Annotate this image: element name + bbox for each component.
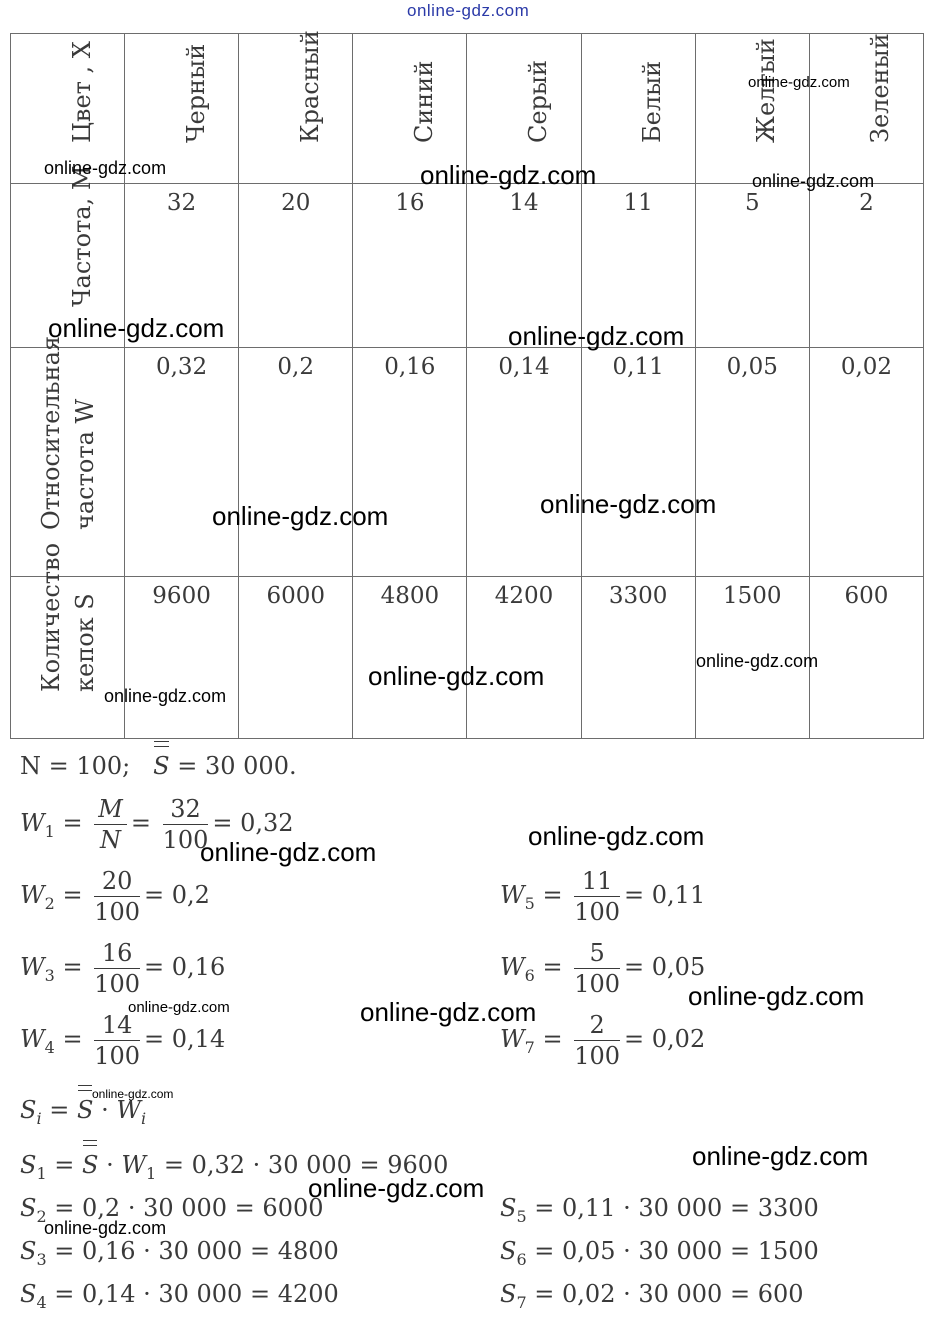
w6-equation: $W_6$ = $\frac{5}{100}$ = 0,05 — [500, 939, 706, 998]
s7-equation: $S_7 = 0,02 \cdot 30$ 000 = 600 — [500, 1280, 804, 1312]
watermark: online-gdz.com — [48, 313, 225, 343]
watermark-top: online-gdz.com — [407, 1, 530, 20]
watermark: online-gdz.com — [368, 661, 545, 691]
given-n: N = 100; — [20, 752, 131, 780]
w1-equation: $W_1$ = $\frac{M}{N}$ = $\frac{32}{100}$ = 0,32 — [20, 795, 294, 854]
s2-equation: $S_2 = 0,2 \cdot 30$ 000 = 6000 — [20, 1194, 324, 1226]
fraction: $\frac{32}{100}$ — [162, 795, 209, 854]
fraction: $\frac{20}{100}$ — [94, 867, 141, 926]
relative-cell: 0,11 — [581, 348, 695, 577]
fraction: $\frac{14}{100}$ — [94, 1011, 141, 1070]
watermark: online-gdz.com — [212, 501, 389, 531]
header-color: Цвет , X — [11, 34, 125, 184]
relative-cell: 0,2 — [239, 348, 353, 577]
relative-cell: 0,32 — [125, 348, 239, 577]
s3-equation: $S_3 = 0,16 \cdot 30$ 000 = 4800 — [20, 1237, 339, 1269]
watermark: online-gdz.com — [128, 999, 230, 1016]
watermark: online-gdz.com — [104, 686, 227, 706]
color-cell: Белый — [581, 34, 695, 184]
given-s: = 30 000. — [177, 752, 297, 780]
watermark: online-gdz.com — [696, 651, 819, 671]
caps-cell: 3300 — [581, 577, 695, 739]
watermark: online-gdz.com — [508, 321, 685, 351]
watermark: online-gdz.com — [44, 1218, 167, 1238]
caps-cell: 4200 — [467, 577, 581, 739]
header-frequency: Частота, M — [11, 184, 125, 348]
frequency-cell: 11 — [581, 184, 695, 348]
watermark: online-gdz.com — [540, 489, 717, 519]
w2-equation: $W_2$ = $\frac{20}{100}$ = 0,2 — [20, 867, 210, 926]
frequency-cell: 32 — [125, 184, 239, 348]
caps-cell: 600 — [809, 577, 923, 739]
relative-cell: 0,16 — [353, 348, 467, 577]
watermark: online-gdz.com — [420, 160, 597, 190]
fraction: $\frac{5}{100}$ — [574, 939, 621, 998]
w3-equation: $W_3$ = $\frac{16}{100}$ = 0,16 — [20, 939, 226, 998]
caps-cell: 1500 — [695, 577, 809, 739]
frequency-cell: 16 — [353, 184, 467, 348]
frequency-cell: 20 — [239, 184, 353, 348]
watermark: online-gdz.com — [44, 158, 167, 178]
frequency-cell: 2 — [809, 184, 923, 348]
fraction: $\frac{2}{100}$ — [574, 1011, 621, 1070]
fraction: $\frac{16}{100}$ — [94, 939, 141, 998]
w5-equation: $W_5$ = $\frac{11}{100}$ = 0,11 — [500, 867, 706, 926]
s5-equation: $S_5 = 0,11 \cdot 30$ 000 = 3300 — [500, 1194, 819, 1226]
color-cell: Синий — [353, 34, 467, 184]
watermark: online-gdz.com — [308, 1173, 485, 1203]
watermark: online-gdz.com — [360, 997, 537, 1027]
table-row-relative — [11, 348, 924, 577]
header-relative: Относительная частота W — [11, 348, 125, 577]
relative-cell: 0,05 — [695, 348, 809, 577]
color-cell: Серый — [467, 34, 581, 184]
watermark: online-gdz.com — [692, 1141, 869, 1171]
w4-equation: $W_4$ = $\frac{14}{100}$ = 0,14 — [20, 1011, 226, 1070]
relative-cell: 0,14 — [467, 348, 581, 577]
color-cell: Зеленый — [809, 34, 923, 184]
frequency-cell: 14 — [467, 184, 581, 348]
s4-equation: $S_4 = 0,14 \cdot 30$ 000 = 4200 — [20, 1280, 339, 1312]
given-line — [20, 752, 297, 780]
s-formula: $S_i = S \cdot W_i$ — [20, 1096, 147, 1128]
color-cell: Желтый — [695, 34, 809, 184]
frequency-cell: 5 — [695, 184, 809, 348]
watermark: online-gdz.com — [528, 821, 705, 851]
watermark: online-gdz.com — [752, 171, 875, 191]
header-caps: Количество кепок S — [11, 577, 125, 739]
watermark: online-gdz.com — [688, 981, 865, 1011]
s1-equation: $S_1 = S \cdot W_1 = 0,32 \cdot 30$ 000 = 9600 — [20, 1151, 449, 1183]
relative-cell: 0,02 — [809, 348, 923, 577]
caps-cell: 6000 — [239, 577, 353, 739]
fraction: $\frac{11}{100}$ — [574, 867, 621, 926]
w7-equation: $W_7$ = $\frac{2}{100}$ = 0,02 — [500, 1011, 706, 1070]
watermark: online-gdz.com — [92, 1087, 174, 1101]
caps-cell: 9600 — [125, 577, 239, 739]
fraction: $\frac{M}{N}$ — [94, 794, 127, 855]
watermark: online-gdz.com — [748, 74, 850, 91]
caps-cell: 4800 — [353, 577, 467, 739]
s6-equation: $S_6 = 0,05 \cdot 30$ 000 = 1500 — [500, 1237, 819, 1269]
watermark: online-gdz.com — [200, 837, 377, 867]
color-cell: Красный — [239, 34, 353, 184]
s-mean-symbol: S — [153, 752, 170, 780]
color-cell: Черный — [125, 34, 239, 184]
data-table — [10, 30, 924, 739]
